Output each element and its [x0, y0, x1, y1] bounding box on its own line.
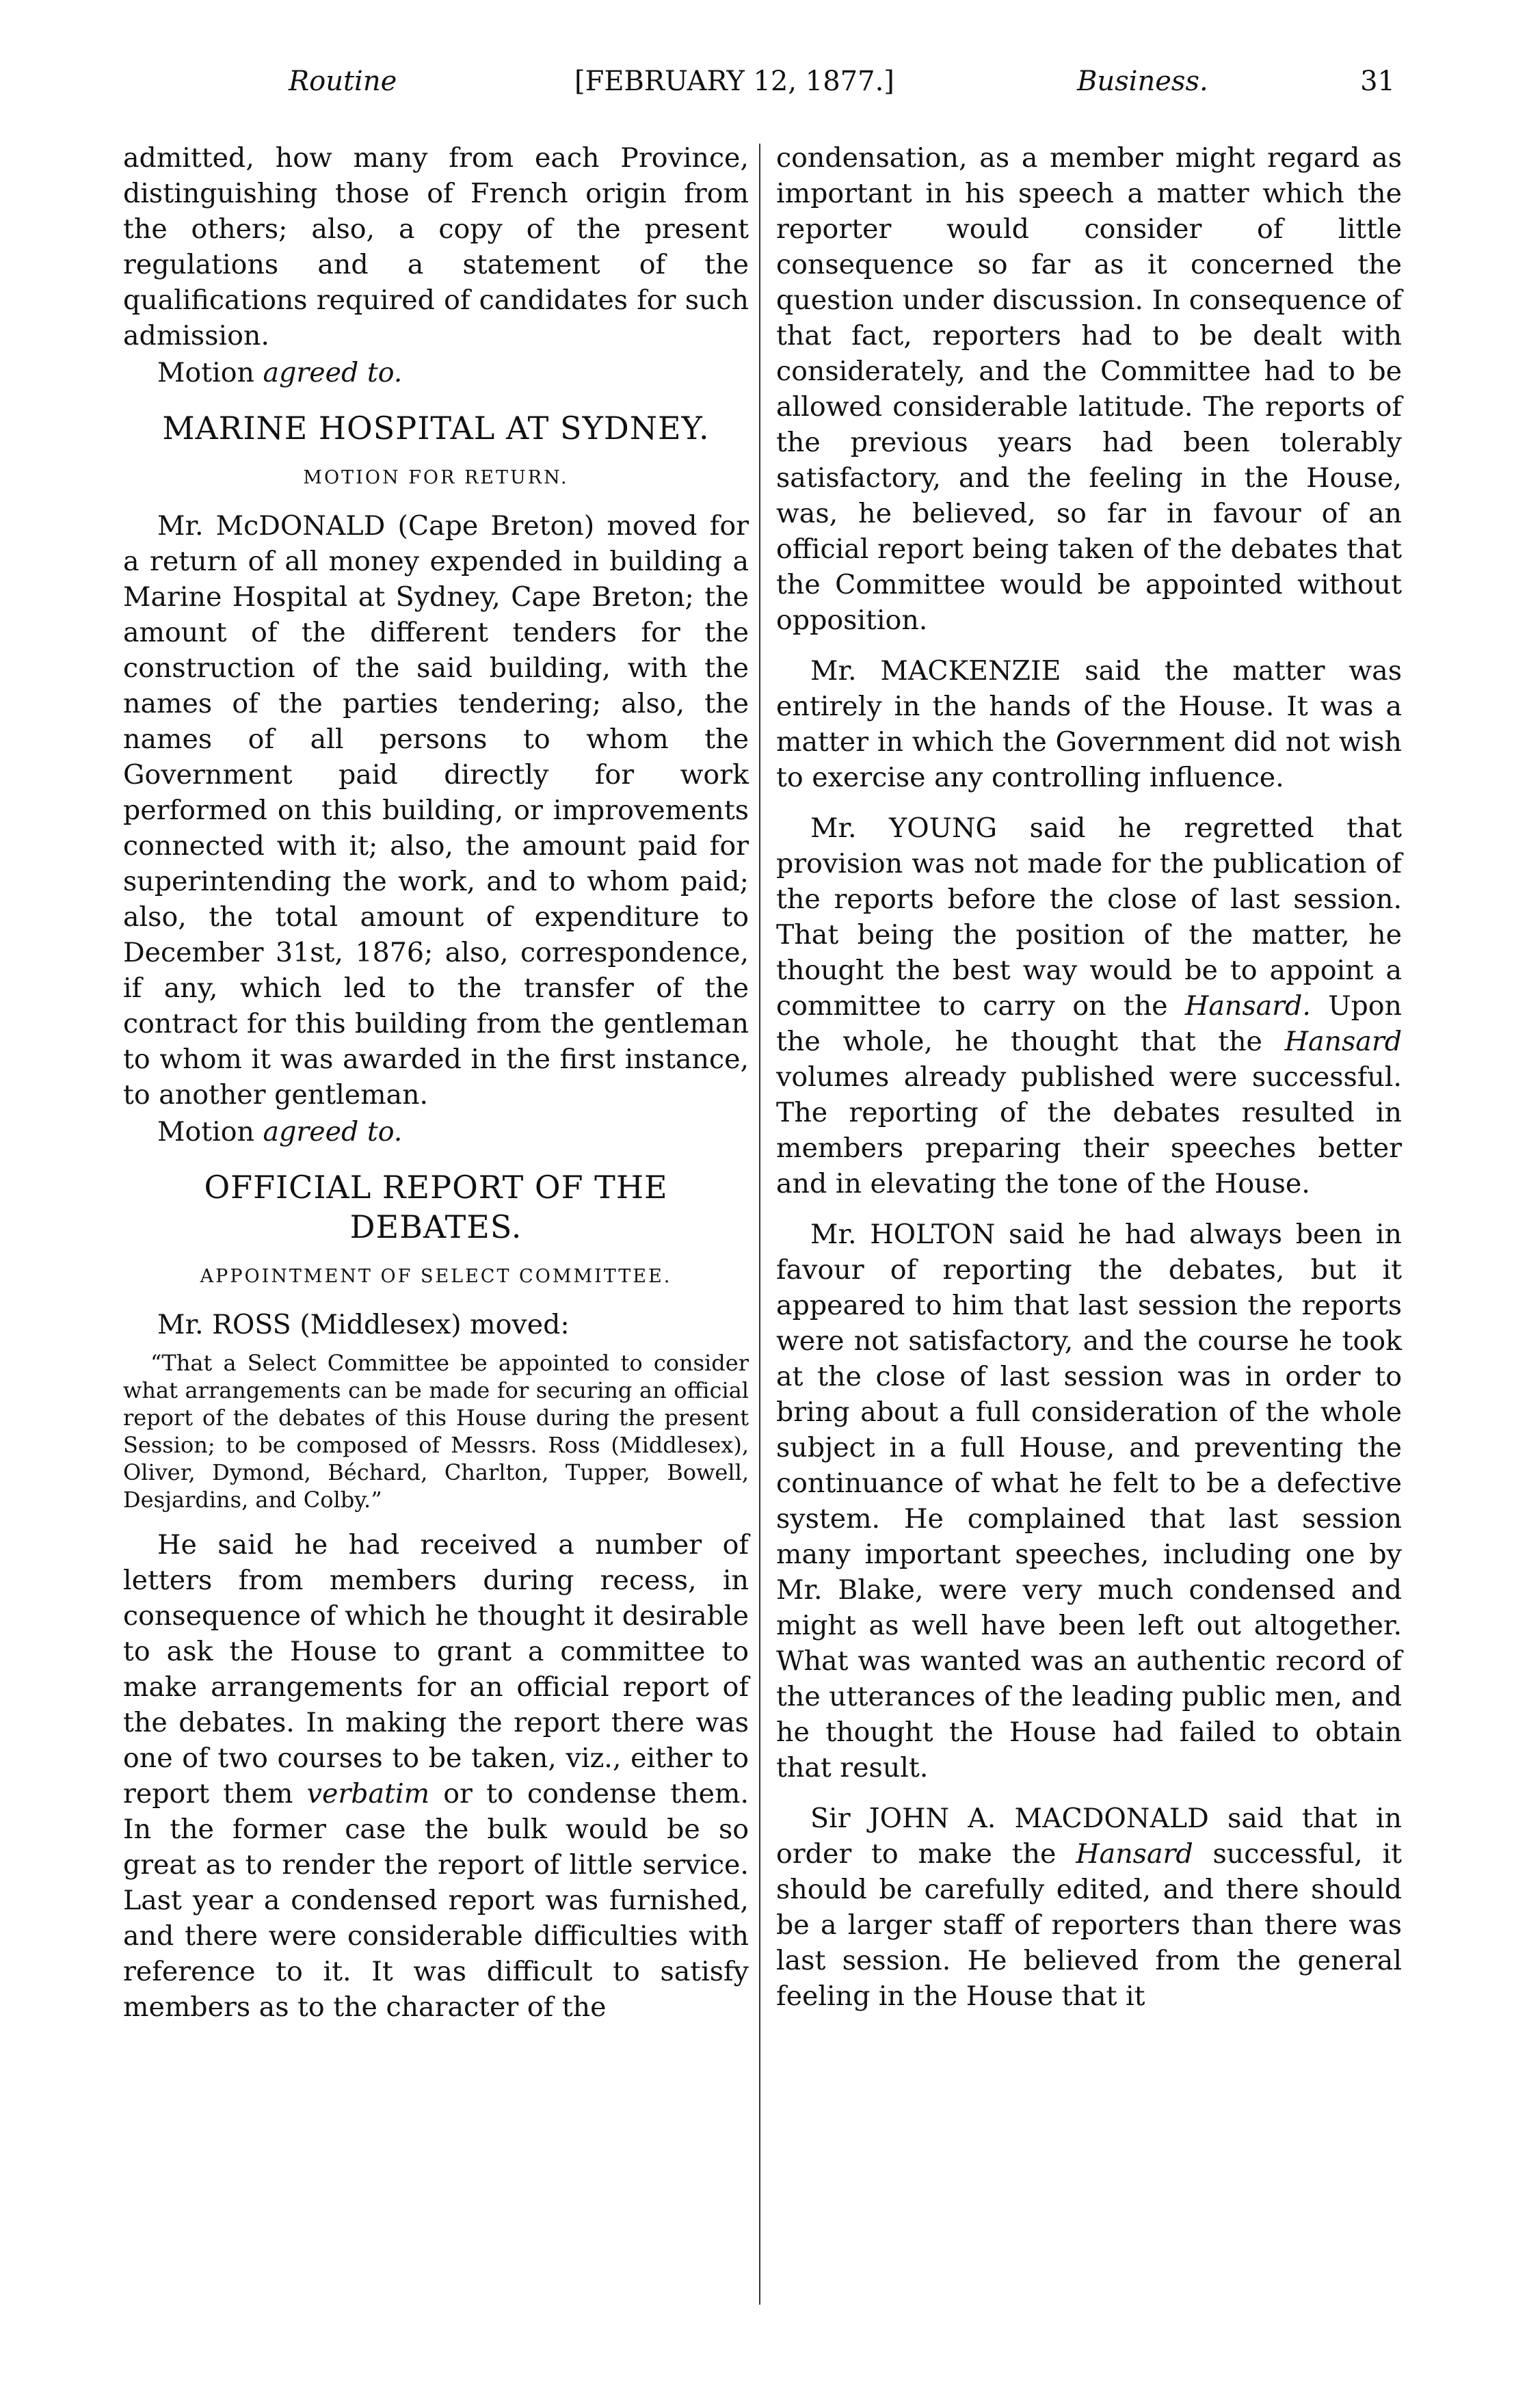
section-subheading: MOTION FOR RETURN. — [303, 467, 569, 488]
paragraph: condensation, as a member might regard as important in his speech a matter which the reporter would consider of little consequence so far as it concerned the question under discussion. In consequence of that fact, reporters had to be dealt with considerately, and the Committee had to be allowed considerable latitude. The reports of the previous years had been tolerably satisfactory, and the feeling in the House, was, he believed, so far in favour of an official report being taken of the debates that the Committee would be appointed without opposition. — [776, 142, 1402, 636]
column-divider — [759, 144, 760, 2305]
motion-quote: “That a Select Committee be appointed to consider what arrangements can be made for securing an official report of the debates of this House during the present Session; to be composed of Messrs. Ross (Middlesex), Oliver, Dymond, Béchard, Charlton, Tupper, Bowell, Desjardins, and Colby.” — [123, 1350, 749, 1513]
text-run: or to condense them. In the former case the bulk would be so great as to render the report of little service. Last year a condensed report was furnished, and there were considerable difficulties with reference to it. It was difficult to satisfy members as to the character of the — [123, 1778, 749, 2023]
motion-result: agreed to. — [263, 357, 403, 388]
text-run: Upon the whole, he thought that the — [776, 990, 1402, 1057]
text-run: Sir JOHN A. MACDONALD said that in order to make the — [776, 1803, 1402, 1870]
paragraph — [776, 810, 1402, 1202]
header-date: [FEBRUARY 12, 1877.] — [574, 66, 894, 97]
header-right: Business. — [1077, 66, 1208, 97]
paragraph: Mr. MACKENZIE said the matter was entirely in the hands of the House. It was a matter in which the Government did not wish to exercise any controlling influence. — [776, 655, 1402, 793]
paragraph: admitted, how many from each Province, distinguishing those of French origin from the others; also, a copy of the present regulations and a statement of the qualifications required of candidates for such admission. — [123, 142, 749, 352]
paragraph — [123, 1527, 749, 2025]
motion-result: agreed to. — [263, 1116, 403, 1148]
italic-text: Hansard — [1284, 1026, 1402, 1057]
motion-label: Motion — [157, 357, 254, 388]
text-run: successful, it should be carefully edited, and there should be a larger staff of reporters than there was last session. He believed from the general feeling in the House that it — [776, 1838, 1402, 2012]
paragraph: Mr. McDONALD (Cape Breton) moved for a return of all money expended in building a Marine Hospital at Sydney, Cape Breton; the amount of the different tenders for the construction of the said building, with the names of the parties tendering; also, the names of all persons to whom the Government paid directly for work performed on this building, or improvements connected with it; also, the amount paid for superintending the work, and to whom paid; also, the total amount of expenditure to December 31st, 1876; also, correspondence, if any, which led to the transfer of the contract for this building from the gentleman to whom it was awarded in the first instance, to another gentleman. — [123, 510, 749, 1111]
section-heading: MARINE HOSPITAL AT SYDNEY. — [162, 410, 710, 447]
left-column — [123, 140, 749, 2025]
page-number: 31 — [1360, 66, 1395, 97]
motion-agreed — [123, 1114, 749, 1150]
motion-label: Motion — [157, 1116, 254, 1148]
text-run: He said he had received a number of letters from members during recess, in consequence of which he thought it desirable to ask the House to grant a committee to make arrangements for an official report of the debates. In making the report there was one of two courses to be taken, viz., either to report them — [123, 1529, 749, 1810]
text-run: volumes already published were successful. The reporting of the debates resulted in members preparing their speeches better and in elevating the tone of the House. — [776, 1061, 1402, 1200]
header-left: Routine — [289, 66, 397, 97]
section-heading: OFFICIAL REPORT OF THE DEBATES. — [204, 1169, 668, 1245]
paragraph — [776, 1801, 1402, 2014]
running-head — [123, 66, 1395, 114]
italic-text: Hansard. — [1184, 990, 1311, 1022]
paragraph: Mr. ROSS (Middlesex) moved: — [157, 1309, 570, 1340]
section-subheading: APPOINTMENT OF SELECT COMMITTEE. — [200, 1266, 672, 1287]
paragraph: Mr. HOLTON said he had always been in favour of reporting the debates, but it appeared to him that last session the reports were not satisfactory, and the course he took at the close of last session was in order to bring about a full consideration of the whole subject in a full House, and preventing the continuance of what he felt to be a defective system. He complained that last session many important speeches, including one by Mr. Blake, were very much condensed and might as well have been left out altogether. What was wanted was an authentic record of the utterances of the leading public men, and he thought the House had failed to obtain that result. — [776, 1219, 1402, 1784]
right-column — [776, 140, 1402, 2014]
italic-text: verbatim — [306, 1778, 430, 1810]
motion-agreed — [123, 355, 749, 390]
text-run: Mr. YOUNG said he regretted that provision was not made for the publication of the reports before the close of last session. That being the position of the matter, he thought the best way would be to appoint a committee to carry on the — [776, 812, 1402, 1022]
italic-text: Hansard — [1076, 1838, 1193, 1870]
